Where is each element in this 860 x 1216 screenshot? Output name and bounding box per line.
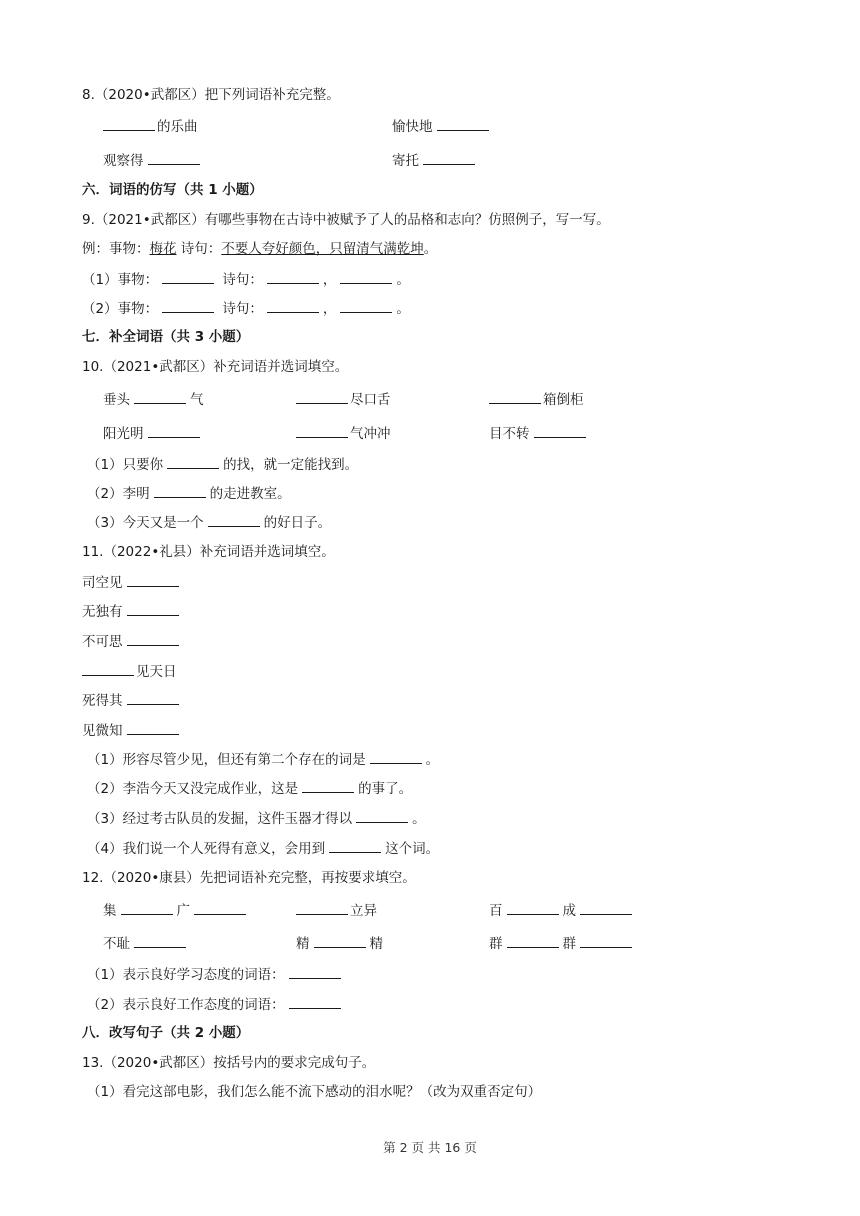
q10-sentence-3: （3）今天又是一个 的好日子。 (87, 515, 332, 531)
answer-blank[interactable] (162, 270, 214, 284)
q8-stem: 8.（2020•武都区）把下列词语补充完整。 (82, 87, 340, 103)
answer-blank[interactable] (423, 151, 475, 165)
q9-stem: 9.（2021•武都区）有哪些事物在古诗中被赋予了人的品格和志向？仿照例子，写一写。 (82, 212, 610, 228)
answer-blank[interactable] (289, 965, 341, 979)
answer-blank[interactable] (148, 424, 200, 438)
q11-sentence-1: （1）形容尽管少见，但还有第二个存在的词是 。 (87, 752, 440, 768)
answer-blank[interactable] (340, 270, 392, 284)
answer-blank[interactable] (314, 934, 366, 948)
q10-word-1: 垂头 气 (103, 392, 204, 408)
answer-blank[interactable] (208, 513, 260, 527)
q11-word-5: 死得其 (82, 691, 183, 710)
answer-blank[interactable] (356, 809, 408, 823)
q10-word-4: 阳光明 (103, 424, 204, 443)
q11-word-2: 无独有 (82, 602, 183, 621)
q10-word-2: 尽口舌 (296, 390, 391, 409)
answer-blank[interactable] (437, 117, 489, 131)
q12-word-1: 集 广 (103, 901, 250, 920)
q11-sentence-4: （4）我们说一个人死得有意义，会用到 这个词。 (87, 841, 440, 857)
answer-blank[interactable] (289, 995, 341, 1009)
answer-blank[interactable] (296, 901, 348, 915)
q13-stem: 13.（2020•武都区）按括号内的要求完成句子。 (82, 1055, 376, 1071)
answer-blank[interactable] (127, 691, 179, 705)
q13-sentence-1: （1）看完这部电影，我们怎么能不流下感动的泪水呢？（改为双重否定句） (87, 1084, 542, 1100)
answer-blank[interactable] (580, 934, 632, 948)
q10-word-5: 气冲冲 (296, 424, 391, 443)
q11-word-4: 见天日 (82, 662, 177, 681)
answer-blank[interactable] (127, 721, 179, 735)
answer-blank[interactable] (580, 901, 632, 915)
q11-word-6: 见微知 (82, 721, 183, 740)
q8-item-3: 观察得 (103, 151, 204, 170)
page-number: 第 2 页 共 16 页 (383, 1140, 477, 1155)
q10-word-6: 目不转 (489, 424, 590, 443)
answer-blank[interactable] (534, 424, 586, 438)
answer-blank[interactable] (340, 299, 392, 313)
section-title-8: 八．改写句子（共 2 小题） (82, 1025, 250, 1041)
answer-blank[interactable] (134, 390, 186, 404)
answer-blank[interactable] (82, 662, 134, 676)
answer-blank[interactable] (370, 750, 422, 764)
answer-blank[interactable] (134, 934, 186, 948)
answer-blank[interactable] (296, 424, 348, 438)
answer-blank[interactable] (103, 117, 155, 131)
answer-blank[interactable] (127, 632, 179, 646)
answer-blank[interactable] (167, 455, 219, 469)
q11-word-3: 不可思 (82, 632, 183, 651)
q8-item-4: 寄托 (392, 151, 479, 170)
q12-word-5: 精 精 (296, 936, 383, 952)
answer-blank[interactable] (127, 573, 179, 587)
q9-example: 例：事物：梅花 诗句：不要人夸好颜色，只留清气满乾坤。 (82, 241, 438, 257)
q8-item-1: 的乐曲 (103, 117, 198, 136)
q11-stem: 11.（2022•礼县）补充词语并选词填空。 (82, 544, 335, 560)
q8-item-2: 愉快地 (392, 117, 493, 136)
answer-blank[interactable] (127, 602, 179, 616)
q12-word-6: 群 群 (489, 934, 636, 953)
q9-row-1: （1）事物： 诗句： ， 。 (82, 272, 410, 288)
q12-sentence-2: （2）表示良好工作态度的词语： (87, 995, 345, 1014)
q11-sentence-3: （3）经过考古队员的发掘，这件玉器才得以 。 (87, 811, 426, 827)
section-title-7: 七．补全词语（共 3 小题） (82, 329, 250, 345)
q12-word-3: 百 成 (489, 901, 636, 920)
answer-blank[interactable] (507, 934, 559, 948)
q10-stem: 10.（2021•武都区）补充词语并选词填空。 (82, 359, 349, 375)
q12-sentence-1: （1）表示良好学习态度的词语： (87, 965, 345, 984)
q10-sentence-2: （2）李明 的走进教室。 (87, 486, 291, 502)
q10-word-3: 箱倒柜 (489, 390, 584, 409)
q12-word-2: 立异 (296, 901, 377, 920)
answer-blank[interactable] (121, 901, 173, 915)
answer-blank[interactable] (507, 901, 559, 915)
q10-sentence-1: （1）只要你 的找，就一定能找到。 (87, 457, 359, 473)
answer-blank[interactable] (489, 390, 541, 404)
q9-row-2: （2）事物： 诗句： ， 。 (82, 301, 410, 317)
answer-blank[interactable] (148, 151, 200, 165)
answer-blank[interactable] (296, 390, 348, 404)
q11-sentence-2: （2）李浩今天又没完成作业，这是 的事了。 (87, 781, 413, 797)
q12-stem: 12.（2020•康县）先把词语补充完整，再按要求填空。 (82, 870, 416, 886)
section-title-6: 六．词语的仿写（共 1 小题） (82, 182, 263, 198)
answer-blank[interactable] (267, 299, 319, 313)
answer-blank[interactable] (267, 270, 319, 284)
q11-word-1: 司空见 (82, 573, 183, 592)
answer-blank[interactable] (329, 839, 381, 853)
answer-blank[interactable] (162, 299, 214, 313)
answer-blank[interactable] (154, 484, 206, 498)
answer-blank[interactable] (194, 901, 246, 915)
q12-word-4: 不耻 (103, 934, 190, 953)
answer-blank[interactable] (302, 779, 354, 793)
